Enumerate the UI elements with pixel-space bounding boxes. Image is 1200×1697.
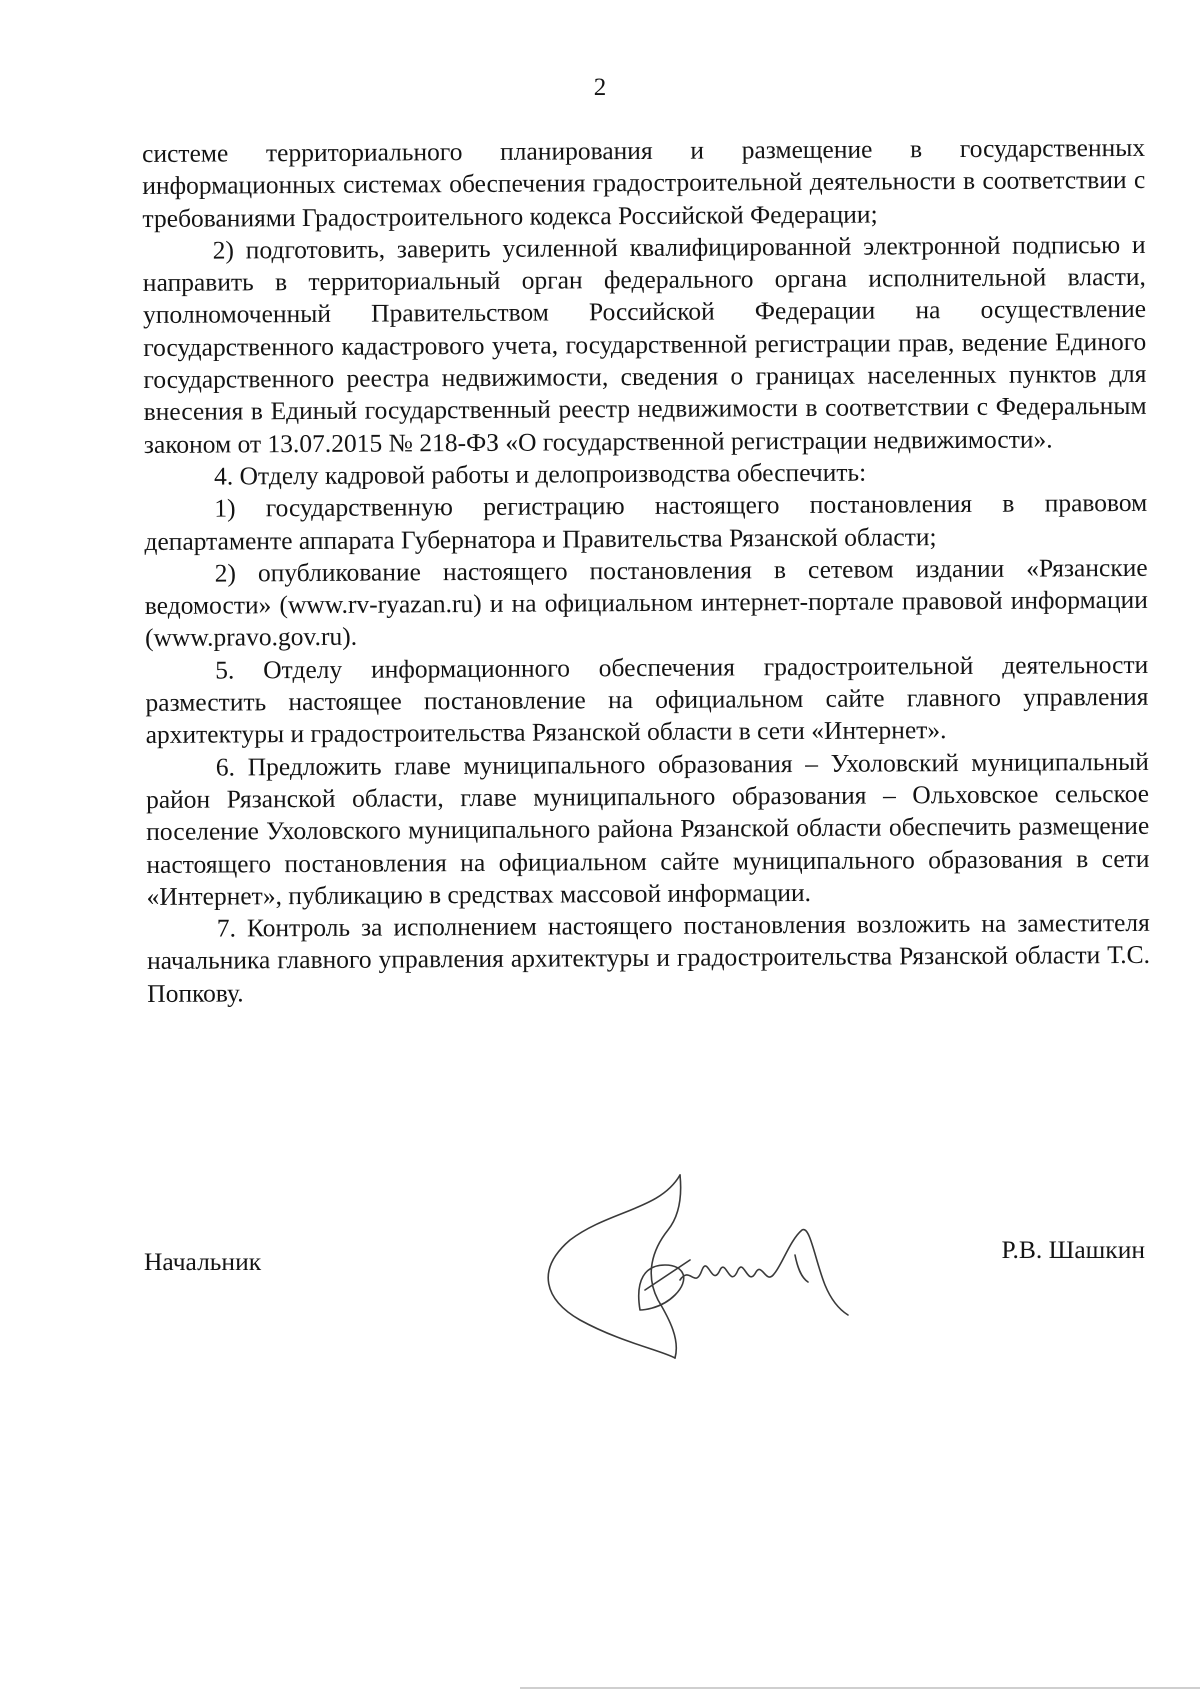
document-body [142, 132, 1150, 1010]
signatory-title: Начальник [144, 1247, 262, 1276]
signature-block [142, 1235, 1145, 1355]
page-number: 2 [593, 74, 607, 101]
paragraph-item-7: 7. Контроль за исполнением настоящего постановления возложить на заместителя начальника главного управления архитектуры и градостроительства Рязанской области Т.С. Попкову. [146, 907, 1151, 1008]
paragraph-item-5: 5. Отделу информационного обеспечения градостроительной деятельности разместить настоящее постановление на официальном сайте главного управления архитектуры и градостроительства Рязанской области в сети «Интернет». [145, 649, 1149, 750]
signatory-name: Р.В. Шашкин [1001, 1235, 1145, 1264]
paragraph-item-4-1: 1) государственную регистрацию настоящего постановления в правовом департаменте аппарата Губернатора и Правительства Рязанской области; [144, 488, 1148, 556]
paragraph-continuation: системе территориального планирования и размещение в государственных информационных системах обеспечения градостроительной деятельности в соответствии с требованиями Градостроительного кодекса Российской Федерации; [142, 132, 1146, 233]
scan-edge-line [520, 1687, 1200, 1689]
paragraph-item-4: 4. Отделу кадровой работы и делопроизводства обеспечить: [213, 457, 867, 491]
paragraph-item-2-egrn: 2) подготовить, заверить усиленной квалифицированной электронной подписью и направить в территориальный орган федерального органа исполнительной власти, уполномоченный Правительством Российской Федерации на осуществление государственного кадастрового учета, государственной регистрации прав, ведение Единого государственного реестра недвижимости, сведения о границах населенных пунктов для внесения в Единый государственный реестр недвижимости в соответствии с Федеральным законом от 13.07.2015 № 218-ФЗ «О государственной регистрации недвижимости». [142, 229, 1147, 459]
paragraph-item-6: 6. Предложить главе муниципального образования – Ухоловский муниципальный район Рязанской области, главе муниципального образования – Ольховское сельское поселение Ухоловского муниципального района Рязанской области обеспечить размещение настоящего постановления на официальном сайте муниципального образования в сети «Интернет», публикацию в средствах массовой информации. [145, 746, 1150, 911]
paragraph-item-4-2: 2) опубликование настоящего постановления в сетевом издании «Рязанские ведомости» (www.rv-ryazan.ru) и на официальном интернет-портале правовой информации (www.pravo.gov.ru). [144, 552, 1148, 653]
